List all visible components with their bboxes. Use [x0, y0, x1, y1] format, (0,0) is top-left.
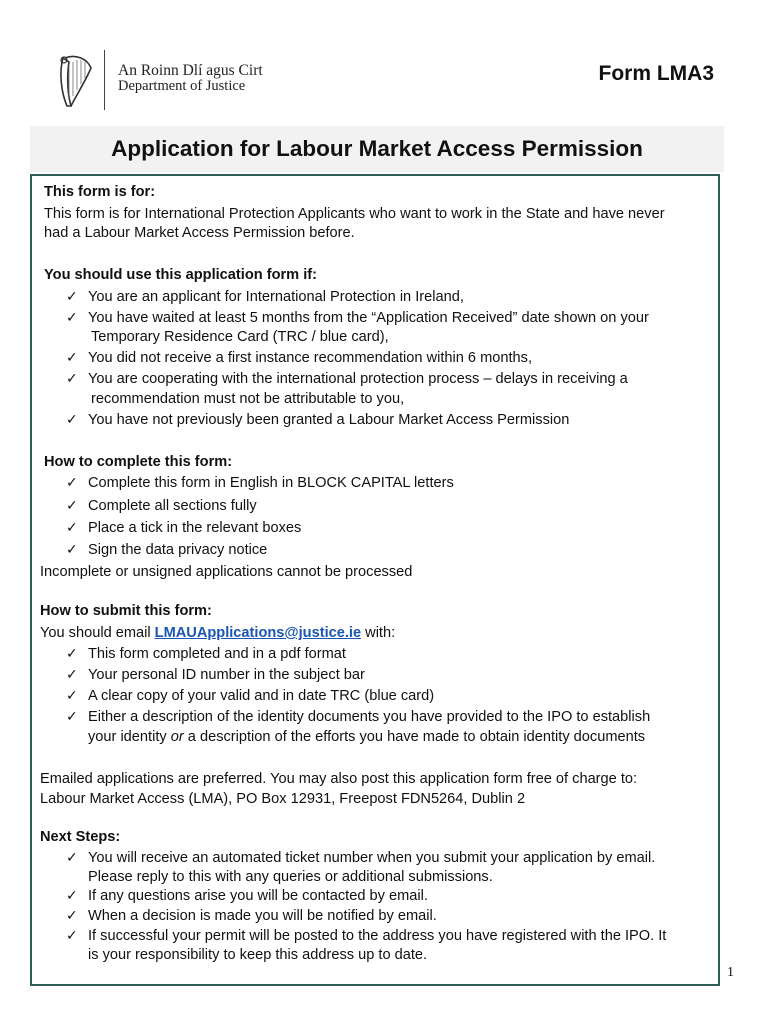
or-emphasis: or: [170, 729, 184, 745]
email-instruction: [40, 624, 395, 642]
tick-icon: ✓: [66, 498, 78, 514]
tick-icon: ✓: [66, 350, 78, 366]
harp-icon: [55, 52, 95, 110]
tick-icon: ✓: [66, 520, 78, 536]
department-name-irish: An Roinn Dlí agus Cirt: [118, 62, 263, 79]
tick-icon: ✓: [66, 667, 78, 683]
list-item-continuation: is your responsibility to keep this address up to date.: [88, 947, 428, 963]
page-header: [0, 0, 770, 125]
list-item: When a decision is made you will be notified by email.: [88, 908, 437, 924]
identity-text: your identity: [88, 729, 171, 745]
list-item: If any questions arise you will be contacted by email.: [88, 888, 428, 904]
section-heading-submit: How to submit this form:: [40, 603, 212, 619]
list-item: Place a tick in the relevant boxes: [88, 520, 302, 536]
incomplete-note: Incomplete or unsigned applications cannot be processed: [40, 564, 413, 580]
section-heading-form-for: This form is for:: [44, 184, 156, 200]
list-item: You will receive an automated ticket number when you submit your application by email.: [88, 850, 656, 866]
tick-icon: ✓: [66, 371, 78, 387]
list-item: You have not previously been granted a Labour Market Access Permission: [88, 412, 570, 428]
tick-icon: ✓: [66, 709, 78, 725]
form-for-text-line: had a Labour Market Access Permission before.: [44, 225, 355, 241]
list-item: This form completed and in a pdf format: [88, 646, 346, 662]
logo-divider: [104, 50, 105, 110]
tick-icon: ✓: [66, 908, 78, 924]
tick-icon: ✓: [66, 412, 78, 428]
list-item-continuation: Please reply to this with any queries or additional submissions.: [88, 869, 493, 885]
tick-icon: ✓: [66, 289, 78, 305]
section-heading-complete: How to complete this form:: [44, 454, 233, 470]
list-item: You are an applicant for International Protection in Ireland,: [88, 289, 464, 305]
list-item: You did not receive a first instance recommendation within 6 months,: [88, 350, 532, 366]
list-item: A clear copy of your valid and in date TRC (blue card): [88, 688, 435, 704]
list-item: Complete this form in English in BLOCK CAPITAL letters: [88, 475, 454, 491]
tick-icon: ✓: [66, 888, 78, 904]
title-bar: [30, 126, 724, 172]
list-item-continuation: [88, 728, 645, 746]
tick-icon: ✓: [66, 646, 78, 662]
list-item: Sign the data privacy notice: [88, 542, 268, 558]
tick-icon: ✓: [66, 475, 78, 491]
section-heading-use-if: You should use this application form if:: [44, 267, 317, 283]
tick-icon: ✓: [66, 310, 78, 326]
tick-icon: ✓: [66, 542, 78, 558]
tick-icon: ✓: [66, 688, 78, 704]
postal-address: Labour Market Access (LMA), PO Box 12931, Freepost FDN5264, Dublin 2: [40, 791, 526, 807]
efforts-text: a description of the efforts you have made to obtain identity documents: [183, 729, 646, 745]
list-item: Your personal ID number in the subject bar: [88, 667, 365, 683]
form-code: Form LMA3: [598, 62, 714, 85]
list-item: Either a description of the identity documents you have provided to the IPO to establish: [88, 709, 651, 725]
email-link[interactable]: LMAUApplications@justice.ie: [154, 625, 362, 641]
department-name-english: Department of Justice: [118, 78, 246, 94]
tick-icon: ✓: [66, 850, 78, 866]
page-number: 1: [727, 965, 734, 980]
page-title: Application for Labour Market Access Permission: [111, 136, 643, 161]
list-item: Complete all sections fully: [88, 498, 257, 514]
post-instruction: Emailed applications are preferred. You may also post this application form free of charge to:: [40, 771, 638, 787]
email-suffix: with:: [361, 625, 396, 641]
list-item: You are cooperating with the international protection process – delays in receiving a: [88, 371, 628, 387]
list-item: You have waited at least 5 months from the “Application Received” date shown on your: [88, 310, 649, 326]
list-item: If successful your permit will be posted to the address you have registered with the IPO. It: [88, 928, 667, 944]
tick-icon: ✓: [66, 928, 78, 944]
email-prefix: You should email: [40, 625, 155, 641]
list-item-continuation: Temporary Residence Card (TRC / blue card),: [91, 329, 389, 345]
list-item-continuation: recommendation must not be attributable to you,: [91, 391, 405, 407]
section-heading-next-steps: Next Steps:: [40, 829, 121, 845]
form-for-text-line: This form is for International Protection Applicants who want to work in the State and have never: [44, 206, 665, 222]
